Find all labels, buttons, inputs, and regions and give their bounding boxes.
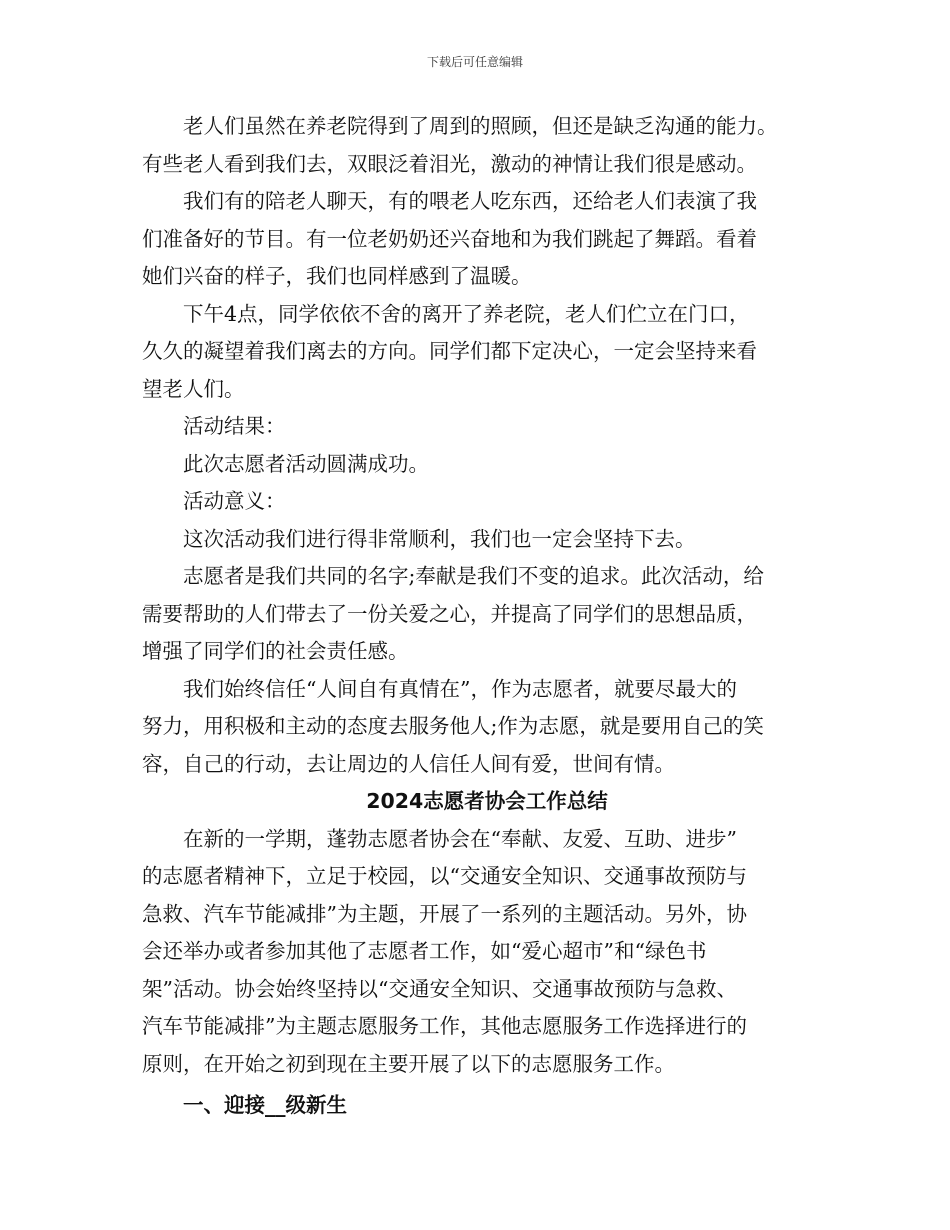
paragraph-line: 望老人们。 bbox=[142, 376, 245, 401]
paragraph-line: 急救、汽车节能减排”为主题，开展了一系列的主题活动。另外，协 bbox=[142, 901, 747, 926]
paragraph bbox=[142, 521, 832, 559]
summary-paragraphs bbox=[142, 821, 832, 1084]
paragraph-line: 的志愿者精神下，立足于校园，以“交通安全知识、交通事故预防与 bbox=[142, 864, 747, 888]
paragraph-line: 活动结果： bbox=[183, 414, 286, 438]
page-header-note: 下载后可任意编辑 bbox=[426, 55, 523, 69]
paragraph-line: 下午4点，同学依依不舍的离开了养老院，老人们伫立在门口， bbox=[183, 301, 750, 326]
paragraph-line: 原则，在开始之初到现在主要开展了以下的志愿服务工作。 bbox=[142, 1051, 675, 1076]
paragraph-line: 活动意义： bbox=[183, 489, 286, 513]
paragraph-line: 在新的一学期，蓬勃志愿者协会在“奉献、友爱、互助、进步” bbox=[183, 826, 737, 851]
paragraph bbox=[142, 108, 832, 183]
section-title: 2024志愿者协会工作总结 bbox=[366, 789, 608, 813]
paragraph-line: 志愿者是我们共同的名字;奉献是我们不变的追求。此次活动，给 bbox=[183, 564, 764, 588]
paragraph-line: 容，自己的行动，去让周边的人信任人间有爱，世间有情。 bbox=[142, 751, 675, 776]
document-body bbox=[142, 108, 832, 1125]
paragraph bbox=[142, 446, 832, 484]
section-subheading: 一、迎接__级新生 bbox=[183, 1093, 347, 1117]
paragraph-line: 久久的凝望着我们离去的方向。同学们都下定决心，一定会坚持来看 bbox=[142, 339, 757, 363]
paragraph-line: 架”活动。协会始终坚持以“交通安全知识、交通事故预防与急救、 bbox=[142, 976, 737, 1001]
paragraph-line: 她们兴奋的样子，我们也同样感到了温暖。 bbox=[142, 264, 532, 288]
paragraph bbox=[142, 558, 832, 671]
paragraph-line: 有些老人看到我们去，双眼泛着泪光，激动的神情让我们很是感动。 bbox=[142, 151, 757, 176]
paragraph bbox=[142, 296, 832, 409]
paragraph-line: 这次活动我们进行得非常顺利，我们也一定会坚持下去。 bbox=[183, 526, 696, 551]
paragraph bbox=[142, 671, 832, 784]
paragraph-line: 增强了同学们的社会责任感。 bbox=[142, 639, 409, 663]
paragraph bbox=[142, 821, 832, 1084]
paragraph-line: 老人们虽然在养老院得到了周到的照顾，但还是缺乏沟通的能力。 bbox=[183, 114, 778, 138]
paragraph-line: 们准备好的节目。有一位老奶奶还兴奋地和为我们跳起了舞蹈。看着 bbox=[142, 226, 757, 251]
paragraph bbox=[142, 183, 832, 296]
paragraph-line: 我们始终信任“人间自有真情在”，作为志愿者，就要尽最大的 bbox=[183, 676, 737, 701]
paragraph-line: 我们有的陪老人聊天，有的喂老人吃东西，还给老人们表演了我 bbox=[183, 189, 757, 213]
paragraph-line: 努力，用积极和主动的态度去服务他人;作为志愿，就是要用自己的笑 bbox=[142, 714, 764, 738]
paragraph bbox=[142, 408, 832, 446]
paragraph-line: 汽车节能减排”为主题志愿服务工作，其他志愿服务工作选择进行的 bbox=[142, 1014, 747, 1038]
paragraph-line: 会还举办或者参加其他了志愿者工作，如“爱心超市”和“绿色书 bbox=[142, 939, 707, 963]
report-paragraphs bbox=[142, 108, 832, 783]
paragraph bbox=[142, 483, 832, 521]
paragraph-line: 此次志愿者活动圆满成功。 bbox=[183, 451, 429, 476]
paragraph-line: 需要帮助的人们带去了一份关爱之心，并提高了同学们的思想品质， bbox=[142, 601, 757, 626]
